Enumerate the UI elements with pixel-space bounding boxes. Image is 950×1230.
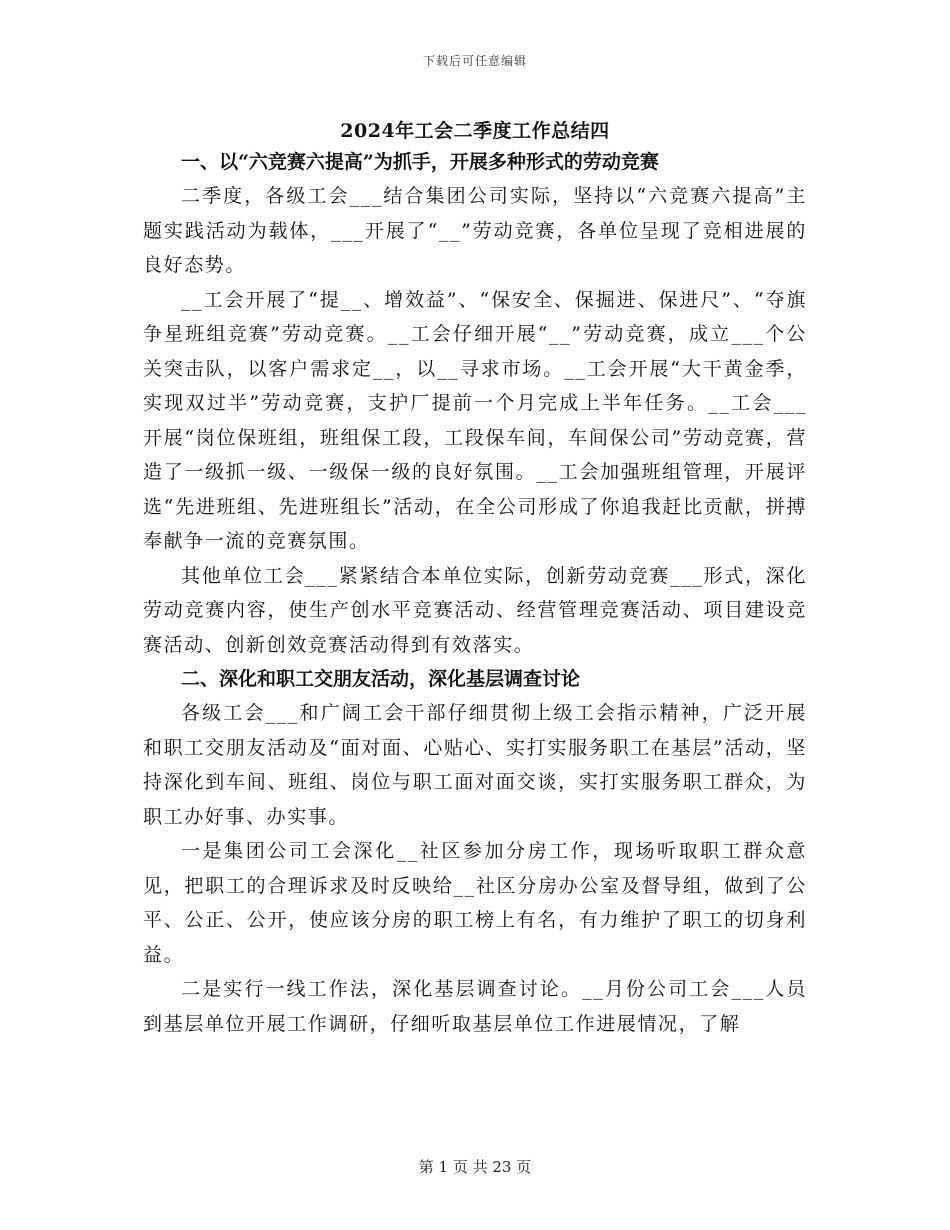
section-heading-1: 一、以“六竞赛六提高”为抓手，开展多种形式的劳动竞赛 — [181, 151, 659, 173]
paragraph: 二季度，各级工会___结合集团公司实际，坚持以“六竞赛六提高”主题实践活动为载体，___开展了“__”劳动竞赛，各单位呈现了竞相进展的良好态势。 — [143, 185, 807, 276]
paragraph: 各级工会___和广阔工会干部仔细贯彻上级工会指示精神，广泛开展和职工交朋友活动及“面对面、心贴心、实打实服务职工在基层”活动，坚持深化到车间、班组、岗位与职工面对面交谈，实打实服务职工群众，为职工办好事、办实事。 — [143, 702, 807, 828]
paragraph: __工会开展了“提__、增效益”、“保安全、保掘进、保进尺”、“夺旗争星班组竞赛”劳动竞赛。__工会仔细开展“__”劳动竞赛，成立___个公关突击队，以客户需求定__，以__寻求市场。__工会开展“大干黄金季，实现双过半”劳动竞赛，支护厂提前一个月完成上半年任务。__工会___开展“岗位保班组，班组保工段，工段保车间，车间保公司”劳动竞赛，营造了一级抓一级、一级保一级的良好氛围。__工会加强班组管理，开展评选“先进班组、先进班组长”活动，在全公司形成了你追我赶比贡献，拼搏奉献争一流的竞赛氛围。 — [143, 288, 807, 552]
page-number: 第 1 页 共 23 页 — [418, 1158, 532, 1176]
paragraph: 一是集团公司工会深化__社区参加分房工作，现场听取职工群众意见，把职工的合理诉求及时反映给__社区分房办公室及督导组，做到了公平、公正、公开，使应该分房的职工榜上有名，有力维护了职工的切身利益。 — [143, 840, 807, 966]
download-note: 下载后可任意编辑 — [422, 54, 527, 68]
document-title: 2024年工会二季度工作总结四 — [340, 120, 610, 142]
document-body — [143, 145, 807, 1041]
paragraph: 二是实行一线工作法，深化基层调查讨论。__月份公司工会___人员到基层单位开展工作调研，仔细听取基层单位工作进展情况，了解 — [143, 978, 807, 1035]
paragraph: 其他单位工会___紧紧结合本单位实际，创新劳动竞赛___形式，深化劳动竞赛内容，使生产创水平竞赛活动、经营管理竞赛活动、项目建设竞赛活动、创新创效竞赛活动得到有效落实。 — [143, 564, 807, 656]
section-heading-2: 二、深化和职工交朋友活动，深化基层调查讨论 — [181, 668, 581, 690]
